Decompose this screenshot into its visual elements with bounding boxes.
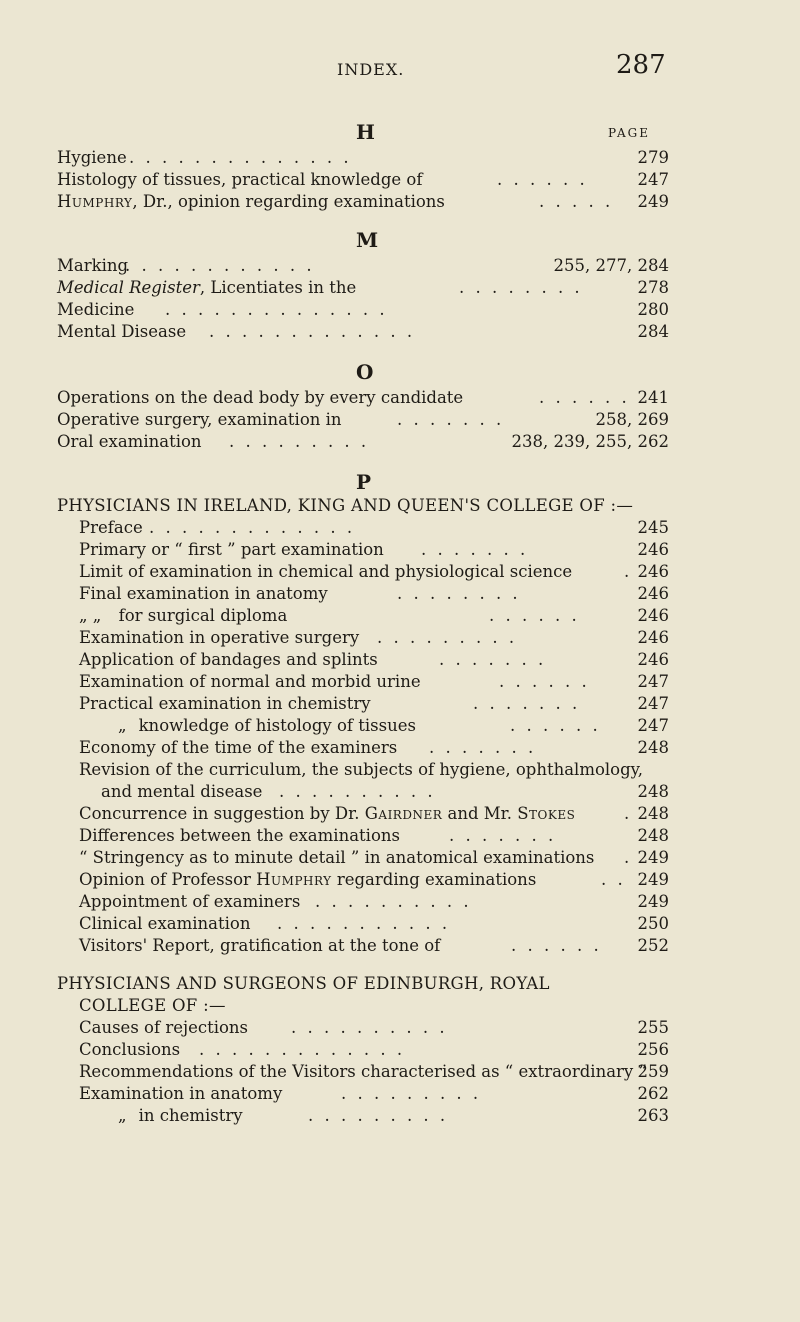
ditto-mark: „ [118, 1106, 127, 1125]
index-entry: Practical examination in chemistry . . . . . . . 247 [79, 694, 669, 713]
index-entry: “ Stringency as to minute detail ” in anatomical examinations . 249 [79, 848, 669, 867]
person-name: Humphry [256, 870, 332, 889]
index-entry: Recommendations of the Visitors characterised as “ extraordinary ” 259 [79, 1062, 669, 1081]
page-ref: 247 [637, 694, 669, 713]
page-ref: 258, 269 [595, 410, 669, 429]
index-entry: Marking . . . . . . . . . . . . 255, 277, 284 [57, 256, 669, 275]
index-entry: Preface . . . . . . . . . . . . . 245 [79, 518, 669, 537]
index-entry: „ in chemistry . . . . . . . . . 263 [118, 1106, 669, 1125]
subheading-edinburgh: PHYSICIANS AND SURGEONS OF EDINBURGH, ROYAL [57, 974, 550, 993]
index-entry: Conclusions . . . . . . . . . . . . . 256 [79, 1040, 669, 1059]
page-ref: 249 [637, 892, 669, 911]
index-entry: Oral examination . . . . . . . . . 238, 239, 255, 262 [57, 432, 669, 451]
index-entry: Operative surgery, examination in . . . . . . . 258, 269 [57, 410, 669, 429]
page-ref: 284 [637, 322, 669, 341]
page-ref: 247 [637, 170, 669, 189]
page-ref: 262 [637, 1084, 669, 1103]
index-entry: „ knowledge of histology of tissues . . . . . . 247 [118, 716, 669, 735]
section-letter-o: O [356, 360, 374, 384]
index-entry-continuation: and mental disease . . . . . . . . . . 248 [101, 782, 669, 801]
page-ref: 248 [637, 826, 669, 845]
index-entry: Clinical examination . . . . . . . . . . . 250 [79, 914, 669, 933]
subheading-ireland: PHYSICIANS IN IRELAND, KING AND QUEEN'S COLLEGE OF :— [57, 496, 634, 515]
page-ref: 252 [637, 936, 669, 955]
index-entry: Primary or “ first ” part examination . . . . . . . 246 [79, 540, 669, 559]
index-entry: Hygiene . . . . . . . . . . . . . . 279 [57, 148, 669, 167]
index-entry: Final examination in anatomy . . . . . . . . 246 [79, 584, 669, 603]
index-entry: Mental Disease . . . . . . . . . . . . . 284 [57, 322, 669, 341]
index-entry: Examination in anatomy . . . . . . . . . 262 [79, 1084, 669, 1103]
index-entry: Visitors' Report, gratification at the tone of . . . . . . 252 [79, 936, 669, 955]
page-ref: 255, 277, 284 [553, 256, 669, 275]
page-ref: 248 [637, 804, 669, 823]
page-ref: 238, 239, 255, 262 [511, 432, 669, 451]
page-ref: 246 [637, 562, 669, 581]
page-ref: 246 [637, 650, 669, 669]
page-ref: 246 [637, 584, 669, 603]
page-ref: 246 [637, 540, 669, 559]
page-ref: 250 [637, 914, 669, 933]
index-entry: „ „ for surgical diploma . . . . . . 246 [79, 606, 669, 625]
index-entry: Examination in operative surgery . . . . . . . . . 246 [79, 628, 669, 647]
page-ref: 279 [637, 148, 669, 167]
running-title: INDEX. [337, 60, 405, 79]
person-name: Humphry [57, 192, 133, 211]
page-ref: 249 [637, 192, 669, 211]
index-entry: Application of bandages and splints . . . . . . . 246 [79, 650, 669, 669]
index-entry: Humphry, Dr., opinion regarding examinations . . . . . 249 [57, 192, 669, 211]
section-letter-p: P [356, 470, 372, 494]
ditto-mark: „ „ [79, 606, 102, 625]
page-ref: 246 [637, 606, 669, 625]
index-entry: Medicine . . . . . . . . . . . . . . 280 [57, 300, 669, 319]
index-entry: Examination of normal and morbid urine . . . . . . 247 [79, 672, 669, 691]
italic-title: Medical Register [57, 278, 200, 297]
index-entry: Appointment of examiners . . . . . . . . . . 249 [79, 892, 669, 911]
index-entry: Limit of examination in chemical and physiological science . 246 [79, 562, 669, 581]
page-ref: 248 [637, 782, 669, 801]
index-entry: Histology of tissues, practical knowledge of . . . . . . 247 [57, 170, 669, 189]
section-letter-h: H [356, 120, 375, 144]
index-entry-wrapped: Revision of the curriculum, the subjects of hygiene, ophthalmology, [79, 760, 644, 779]
page-number: 287 [616, 50, 666, 80]
page-ref: 263 [637, 1106, 669, 1125]
page-ref: 280 [637, 300, 669, 319]
index-entry: Medical Register, Licentiates in the . . . . . . . . 278 [57, 278, 669, 297]
running-head [0, 48, 800, 88]
page-ref: 256 [637, 1040, 669, 1059]
page-ref: 247 [637, 716, 669, 735]
page-ref: 255 [637, 1018, 669, 1037]
index-entry: Differences between the examinations . . . . . . . 248 [79, 826, 669, 845]
page-ref: 245 [637, 518, 669, 537]
page-ref: 247 [637, 672, 669, 691]
person-name: Gairdner [364, 804, 443, 823]
page-ref: 248 [637, 738, 669, 757]
index-entry: Concurrence in suggestion by Dr. Gairdner and Mr. Stokes . 248 [79, 804, 669, 823]
page-ref: 249 [637, 848, 669, 867]
index-entry: Causes of rejections . . . . . . . . . . 255 [79, 1018, 669, 1037]
index-entry: Economy of the time of the examiners . . . . . . . 248 [79, 738, 669, 757]
page-ref: 249 [637, 870, 669, 889]
index-entry: Operations on the dead body by every candidate . . . . . . 241 [57, 388, 669, 407]
page-ref: 246 [637, 628, 669, 647]
person-name: Stokes [517, 804, 576, 823]
page-ref: 241 [637, 388, 669, 407]
index-entry: Opinion of Professor Humphry regarding examinations . . 249 [79, 870, 669, 889]
ditto-mark: „ [118, 716, 127, 735]
page-ref: 278 [637, 278, 669, 297]
subheading-edinburgh-continuation: COLLEGE OF :— [79, 996, 226, 1015]
section-letter-m: M [356, 228, 379, 252]
page-ref: 259 [637, 1062, 669, 1081]
page-column-label: PAGE [608, 126, 650, 140]
